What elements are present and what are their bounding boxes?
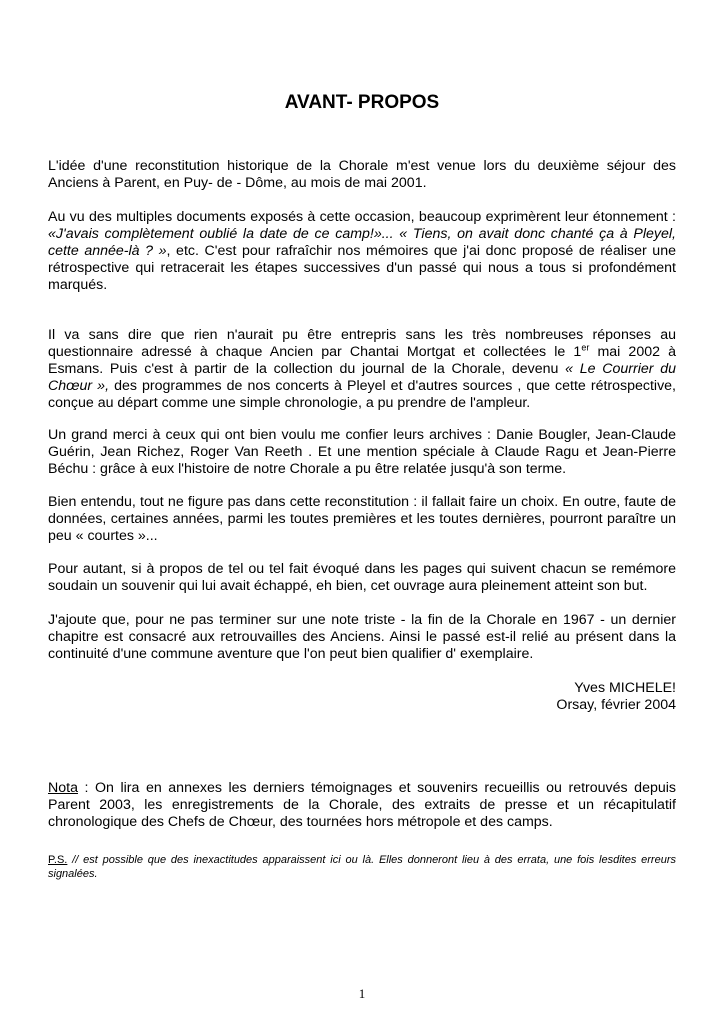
quote-italic: «J'avais complètement oublié la date de ce camp!»... « Tiens, on avait donc chanté ça à Pleyel, cette année-là ? » <box>48 226 676 259</box>
nota-label: Nota <box>48 780 78 796</box>
nota-block: Nota : On lira en annexes les derniers témoignages et souvenirs recueillis ou retrouvés depuis Parent 2003, les enregistrements de la Chorale, des extraits de presse et un récapitulatif chronologique des Chefs de Chœur, des tournées hors métropole et des camps. <box>48 780 676 830</box>
paragraph-purpose: Pour autant, si à propos de tel ou tel fait évoqué dans les pages qui suivent chacun se remémore soudain un souvenir qui lui avait échappé, eh bien, cet ouvrage aura pleinement atteint son but. <box>48 561 676 594</box>
paragraph-last-chapter: J'ajoute que, pour ne pas terminer sur une note triste - la fin de la Chorale en 1967 - un dernier chapitre est consacré aux retrouvailles des Anciens. Ainsi le passé est-il relié au présent dans la continuité d'une commune aventure que l'on peut bien qualifier d' exemplaire. <box>48 612 676 662</box>
signature-name: Yves MICHELE! <box>574 680 676 696</box>
ps-block: P.S. // est possible que des inexactitudes apparaissent ici ou là. Elles donneront lieu à des errata, une fois lesdites erreurs signalées. <box>48 854 676 880</box>
page-title: AVANT- PROPOS <box>284 92 440 113</box>
page-number: 1 <box>358 986 366 1001</box>
signature-place-date: Orsay, février 2004 <box>556 697 676 713</box>
journal-title: « Le Courrier du Chœur », <box>48 361 676 394</box>
paragraph-questionnaire: Il va sans dire que rien n'aurait pu être entrepris sans les très nombreuses réponses au questionnaire adressé à chaque Ancien par Chantai Mortgat et collectées le 1er mai 2002 à Esmans. Puis c'est à partir de la collection du journal de la Chorale, devenu « Le Courrier du Chœur », des programmes de nos concerts à Pleyel et d'autres sources , que cette rétrospective, conçue au départ comme une simple chronologie, a pu prendre de l'ampleur. <box>48 327 677 411</box>
paragraph-thanks: Un grand merci à ceux qui ont bien voulu me confier leurs archives : Danie Bougler, Jean-Claude Guérin, Jean Richez, Roger Van Reeth . Et une mention spéciale à Claude Ragu et Jean-Pierre Béchu : grâce à eux l'histoire de notre Chorale a pu être relatée jusqu'à son terme. <box>48 427 676 477</box>
paragraph-documents: Au vu des multiples documents exposés à cette occasion, beaucoup exprimèrent leur étonnement : «J'avais complètement oublié la date de ce camp!»... « Tiens, on avait donc chanté ça à Pleyel, cette année-là ? », etc. C'est pour rafraîchir nos mémoires que j'ai donc proposé de réaliser une rétrospective qui retracerait les étapes successives d'un passé qui nous a tous si profondément marqués. <box>48 209 676 293</box>
signature-block <box>556 680 676 714</box>
paragraph-intro: L'idée d'une reconstitution historique de la Chorale m'est venue lors du deuxième séjour des Anciens à Parent, en Puy- de - Dôme, au mois de mai 2001. <box>48 158 676 191</box>
ps-label: P.S. <box>48 854 68 866</box>
paragraph-choice: Bien entendu, tout ne figure pas dans cette reconstitution : il fallait faire un choix. En outre, faute de données, certaines années, parmi les toutes premières et les toutes dernières, pourront paraître un peu « courtes »... <box>48 494 676 544</box>
